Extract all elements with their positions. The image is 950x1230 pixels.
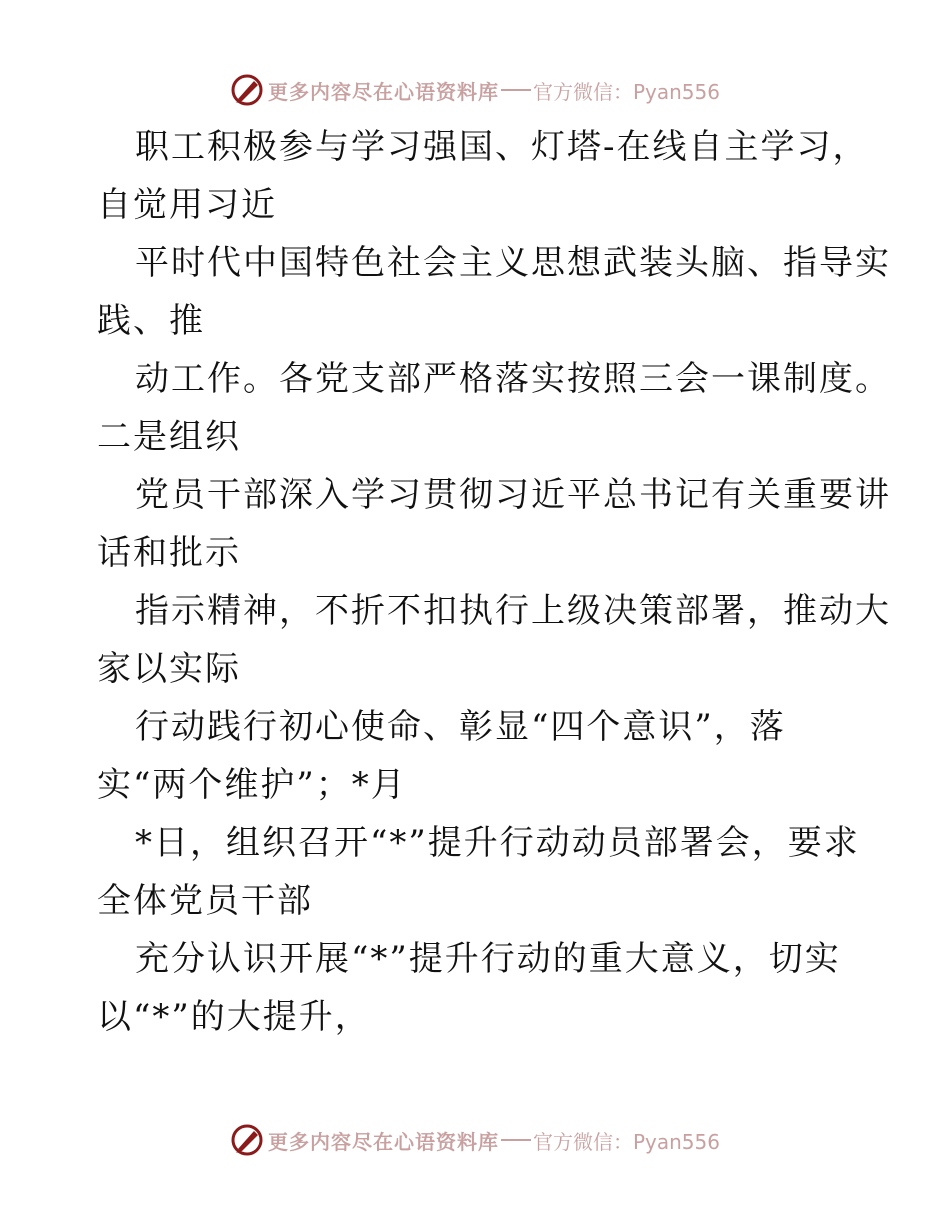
text-line: *日，组织召开“*”提升行动动员部署会，要求: [135, 823, 860, 863]
footer-wechat-text: 官方微信：Pyan556: [532, 1129, 720, 1154]
header-wechat-text: 官方微信：Pyan556: [532, 79, 720, 104]
text-line: 话和批示: [97, 533, 241, 573]
text-line: 践、推: [97, 301, 205, 341]
text-line: 行动践行初心使命、彰显“四个意识”，落: [135, 707, 786, 747]
footer-site-text: 更多内容尽在心语资料库: [267, 1129, 499, 1154]
footer-banner: [0, 1120, 950, 1160]
header-banner: [0, 70, 950, 110]
text-line: 以“*”的大提升，: [97, 997, 371, 1037]
text-line: 家以实际: [97, 649, 241, 689]
text-line: 职工积极参与学习强国、灯塔-在线自主学习，: [135, 127, 869, 167]
header-site-text: 更多内容尽在心语资料库: [267, 79, 499, 104]
pen-quill-logo-icon: [230, 1123, 264, 1157]
document-body: [97, 118, 891, 1046]
text-line: 二是组织: [97, 417, 241, 457]
text-line: 全体党员干部: [97, 881, 313, 921]
footer-dash: [501, 1139, 531, 1141]
text-line: 平时代中国特色社会主义思想武装头脑、指导实: [135, 243, 891, 283]
text-line: 动工作。各党支部严格落实按照三会一课制度。: [135, 359, 891, 399]
pen-quill-logo-icon: [230, 73, 264, 107]
text-line: 充分认识开展“*”提升行动的重大意义，切实: [135, 939, 841, 979]
text-line: 指示精神，不折不扣执行上级决策部署，推动大: [135, 591, 891, 631]
text-line: 自觉用习近: [97, 185, 277, 225]
text-line: 实“两个维护”；*月: [97, 765, 407, 805]
header-dash: [501, 89, 531, 91]
text-line: 党员干部深入学习贯彻习近平总书记有关重要讲: [135, 475, 891, 515]
